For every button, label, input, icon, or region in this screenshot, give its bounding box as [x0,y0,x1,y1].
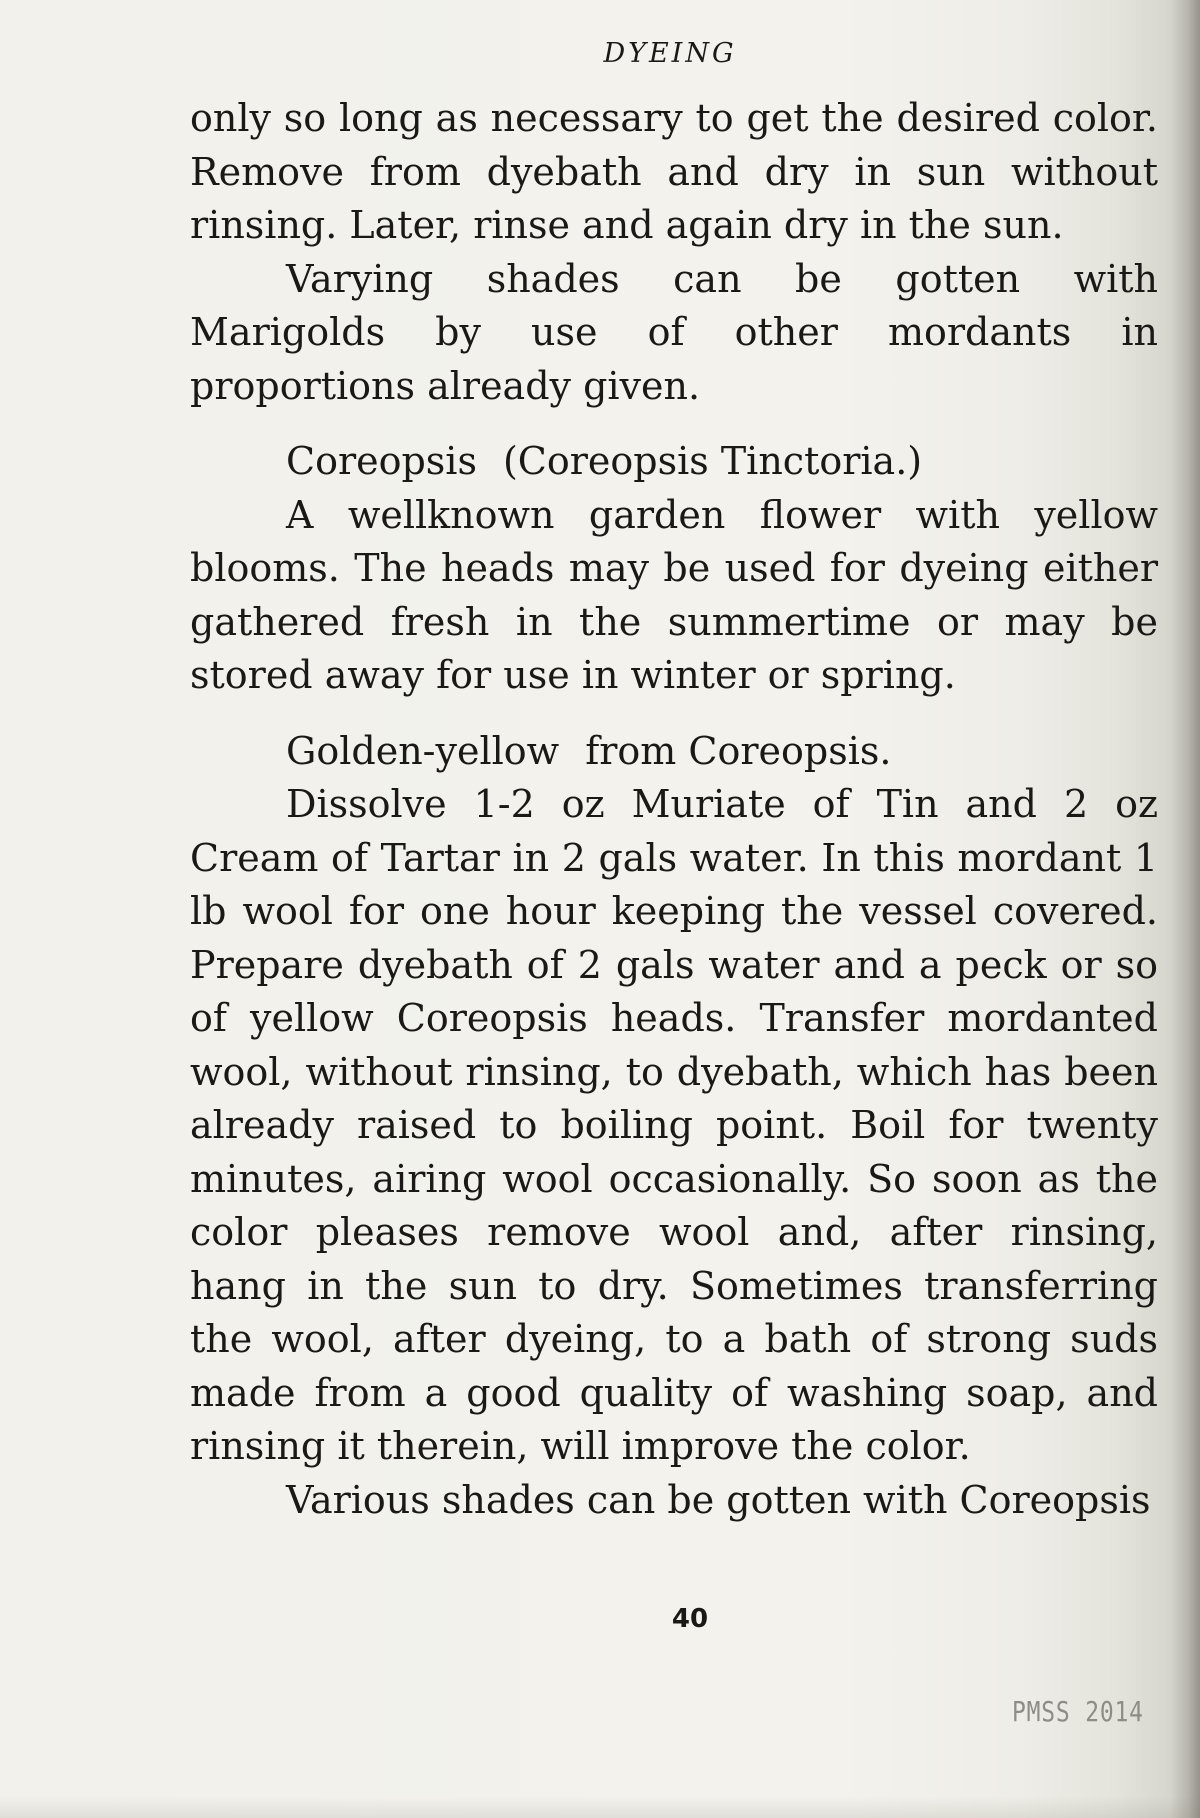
body-text [190,92,1158,1527]
paragraph-marigold-shades: Varying shades can be gotten with Marigolds by use of other mordants in proportions already given. [190,256,1158,408]
page-bottom-edge [0,1796,1200,1818]
paragraph-recipe: Dissolve 1-2 oz Muriate of Tin and 2 oz Cream of Tartar in 2 gals water. In this mordant 1 lb wool for one hour keeping the vessel covered. Prepare dyebath of 2 gals water and a peck or so of yellow Coreopsis heads. Transfer mordanted wool, without rinsing, to dyebath, which has been already raised to boiling point. Boil for twenty minutes, airing wool occasionally. So soon as the color pleases remove wool and, after rinsing, hang in the sun to dry. Sometimes transferring the wool, after dyeing, to a bath of strong suds made from a good quality of washing soap, and rinsing it therein, will improve the color. [190,782,1158,1468]
recipe-color: Golden-yellow [286,728,560,773]
running-head: DYEING [603,38,737,69]
heading-common-name: Coreopsis [286,439,477,483]
recipe-source: from Coreopsis. [585,728,892,773]
section-heading [190,435,1158,489]
paragraph-continued: only so long as necessary to get the desired color. Remove from dyebath and dry in sun without rinsing. Later, rinse and again dry in the sun. [190,96,1158,247]
heading-latin-name: (Coreopsis Tinctoria.) [502,439,923,483]
watermark-text: PMSS 2014 [1012,1695,1144,1728]
page-number: 40 [671,1604,709,1634]
recipe-heading [190,725,1158,779]
binding-shadow [1170,0,1200,1818]
paragraph-description: A wellknown garden flower with yellow blooms. The heads may be used for dyeing either gathered fresh in the summertime or may be stored away for use in winter or spring. [190,492,1158,697]
paragraph-various-shades: Various shades can be gotten with Coreopsis [286,1477,1151,1522]
